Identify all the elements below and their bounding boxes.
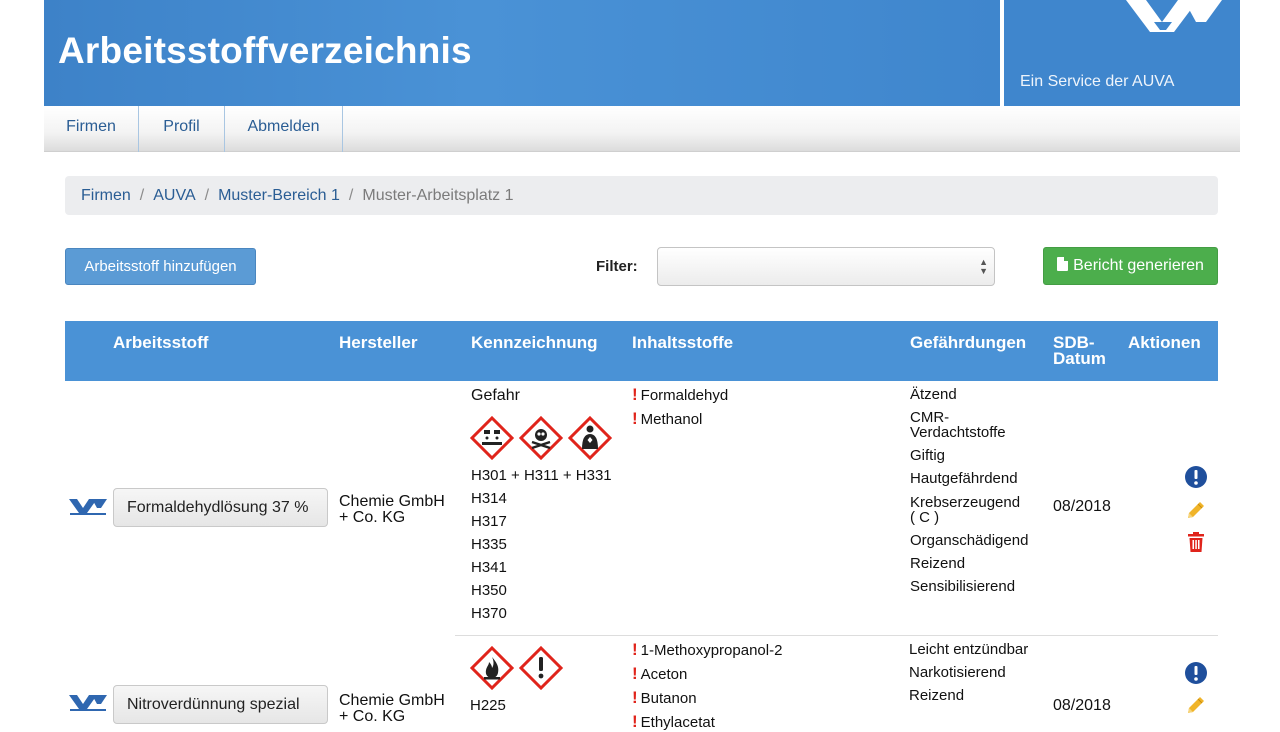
auva-row-logo-icon: [68, 497, 108, 517]
info-icon[interactable]: [1184, 465, 1208, 489]
select-arrows-icon: ▲ ▼: [979, 257, 988, 276]
substance-button[interactable]: Formaldehydlösung 37 %: [113, 488, 328, 527]
warning-exclamation-icon: !: [632, 385, 638, 404]
generate-report-button[interactable]: [1043, 247, 1218, 285]
nav-item-abmelden[interactable]: Abmelden: [225, 106, 343, 152]
column-header-labeling[interactable]: Kennzeichnung: [471, 333, 598, 352]
ingredient-name: Aceton: [640, 666, 688, 683]
breadcrumb-link-bereich[interactable]: Muster-Bereich 1: [218, 187, 340, 204]
maker-text: [339, 693, 451, 725]
hazard-item: Organschädigend: [910, 532, 1029, 549]
warning-exclamation-icon: !: [632, 688, 638, 707]
flame-pictogram-icon: [470, 646, 514, 690]
h-code: H335: [471, 536, 507, 553]
hazard-item: Leicht entzündbar: [909, 641, 1029, 658]
warning-exclamation-icon: !: [632, 409, 638, 428]
ingredient-name: Butanon: [640, 690, 697, 707]
substance-button[interactable]: Nitroverdünnung spezial: [113, 685, 328, 724]
app-header: [44, 0, 1240, 106]
h-code: H225: [470, 697, 506, 714]
column-header-maker[interactable]: Hersteller: [339, 333, 418, 352]
sdb-date: 08/2018: [1053, 697, 1111, 714]
signal-word: Gefahr: [471, 387, 520, 404]
edit-pencil-icon[interactable]: [1184, 693, 1208, 717]
ingredient-item: [632, 385, 728, 405]
sdb-date: 08/2018: [1053, 498, 1111, 515]
h-code: H341: [471, 559, 507, 576]
maker-line: + Co. KG: [339, 708, 406, 725]
ingredient-item: [632, 664, 687, 684]
ingredient-item: [632, 640, 782, 660]
header-service-panel: [1004, 0, 1240, 106]
header-banner: [44, 0, 1000, 106]
hazard-item: ( C ): [910, 509, 940, 526]
delete-trash-icon[interactable]: [1184, 530, 1208, 554]
hazard-item: Hautgefährdend: [910, 470, 1018, 487]
column-header-sdb[interactable]: [1053, 335, 1106, 367]
ingredient-item: [632, 712, 715, 732]
page-title: Arbeitsstoffverzeichnis: [58, 30, 472, 71]
hazard-item: Ätzend: [910, 386, 957, 403]
nav-item-profil[interactable]: Profil: [139, 106, 225, 152]
substances-table: [65, 321, 1218, 731]
health-hazard-pictogram-icon: [568, 416, 612, 460]
pdf-file-icon: [1057, 257, 1068, 271]
maker-line: Chemie GmbH: [339, 692, 445, 709]
exclamation-pictogram-icon: [519, 646, 563, 690]
column-header-hazards[interactable]: Gefährdungen: [910, 333, 1027, 352]
ingredient-name: Ethylacetat: [640, 714, 715, 731]
h-code: H350: [471, 582, 507, 599]
add-substance-button[interactable]: Arbeitsstoff hinzufügen: [65, 248, 256, 285]
hazard-item: Reizend: [909, 687, 965, 704]
ingredient-name: Formaldehyd: [640, 387, 729, 404]
ingredient-name: 1-Methoxypropanol-2: [640, 642, 783, 659]
column-header-sdb-line2: Datum: [1053, 349, 1106, 368]
ghs-pictograms: [470, 646, 565, 690]
h-code: H370: [471, 605, 507, 622]
maker-line: + Co. KG: [339, 509, 406, 526]
info-icon[interactable]: [1184, 661, 1208, 685]
column-header-actions: Aktionen: [1128, 333, 1201, 352]
hazard-item: Giftig: [910, 447, 946, 464]
ingredient-item: [632, 409, 702, 429]
breadcrumb-link-firmen[interactable]: Firmen: [81, 187, 131, 204]
hazard-item: Sensibilisierend: [910, 578, 1016, 595]
service-text: Ein Service der AUVA: [1020, 73, 1175, 90]
h-code: H301 + H311 + H331: [471, 467, 612, 484]
filter-label: Filter:: [596, 258, 638, 275]
ingredient-item: [632, 688, 697, 708]
main-nav: [44, 106, 1240, 152]
breadcrumb-separator: /: [204, 187, 210, 204]
warning-exclamation-icon: !: [632, 712, 638, 731]
ghs-pictograms: [470, 416, 612, 460]
column-header-substance[interactable]: Arbeitsstoff: [113, 333, 209, 352]
h-code: H317: [471, 513, 507, 530]
table-header: [65, 321, 1218, 381]
auva-logo-icon[interactable]: [1122, 0, 1228, 32]
skull-pictogram-icon: [519, 416, 563, 460]
edit-pencil-icon[interactable]: [1184, 498, 1208, 522]
breadcrumb-separator: /: [348, 187, 354, 204]
hazard-item: Verdachtstoffe: [910, 424, 1006, 441]
maker-text: [339, 494, 451, 526]
table-row: [65, 636, 1218, 731]
nav-item-firmen[interactable]: Firmen: [44, 106, 139, 152]
generate-report-label: Bericht generieren: [1073, 257, 1204, 274]
ingredient-name: Methanol: [640, 411, 703, 428]
h-code: H314: [471, 490, 507, 507]
breadcrumb: [65, 176, 1218, 215]
hazard-item: Krebserzeugend: [910, 494, 1021, 511]
breadcrumb-link-auva[interactable]: AUVA: [153, 187, 196, 204]
breadcrumb-separator: /: [139, 187, 145, 204]
warning-exclamation-icon: !: [632, 664, 638, 683]
filter-select[interactable]: [657, 247, 995, 286]
hazard-item: Narkotisierend: [909, 664, 1006, 681]
maker-line: Chemie GmbH: [339, 493, 445, 510]
breadcrumb-current: Muster-Arbeitsplatz 1: [362, 187, 514, 204]
table-row: [65, 381, 1218, 635]
corrosion-pictogram-icon: [470, 416, 514, 460]
warning-exclamation-icon: !: [632, 640, 638, 659]
auva-row-logo-icon: [68, 693, 108, 713]
logo-text: AUVA: [1178, 24, 1197, 31]
hazard-item: CMR-: [910, 409, 950, 426]
hazard-item: Reizend: [910, 555, 966, 572]
column-header-ingredients[interactable]: Inhaltsstoffe: [632, 333, 734, 352]
column-header-sdb-line1: SDB-: [1053, 333, 1095, 352]
